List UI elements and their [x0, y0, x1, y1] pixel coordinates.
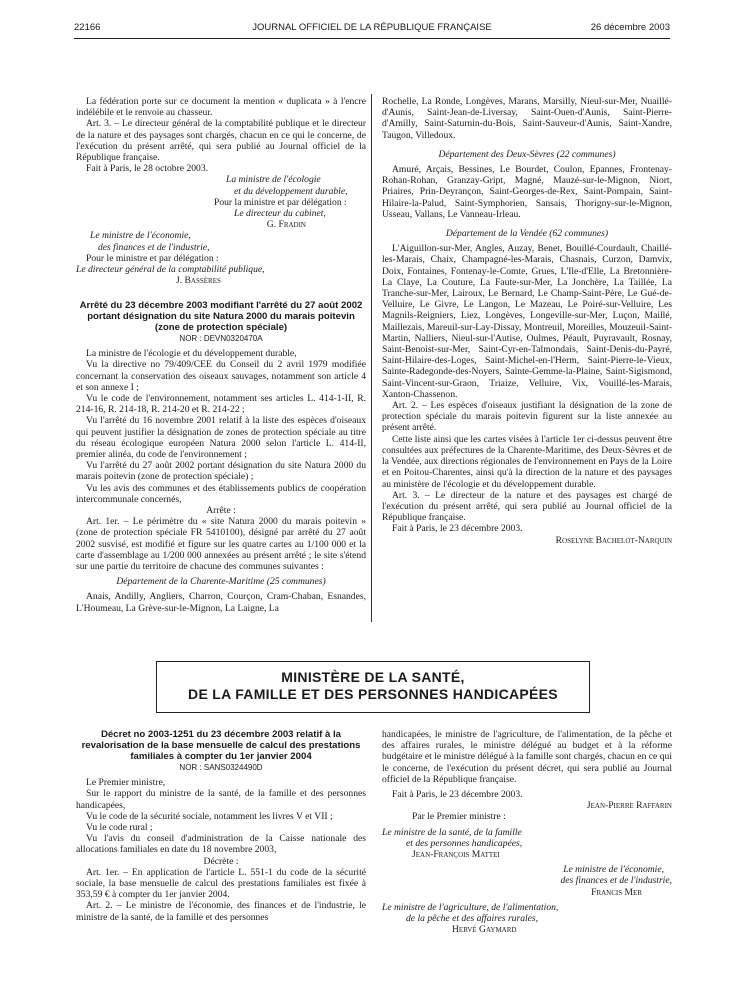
- article-3: Art. 3. – Le directeur général de la comptabilité publique et le directeur de la nature et des paysages sont chargés, chacun en ce qui le concerne, de l'exécution du présent arrêté, qui sera publié au Journal officiel de la République française.: [76, 118, 366, 164]
- signatory-title: Le ministre de l'économie,: [90, 230, 191, 242]
- signatory-title: de la pêche et des affaires rurales,: [406, 913, 539, 925]
- department-heading: Département de la Vendée (62 communes): [445, 228, 609, 240]
- right-column-top: [382, 96, 672, 546]
- left-column-top: [76, 96, 366, 286]
- arrete-heading: Arrête :: [206, 505, 236, 517]
- journal-title: JOURNAL OFFICIEL DE LA RÉPUBLIQUE FRANÇAISE: [252, 22, 492, 33]
- decret-section: [76, 729, 366, 923]
- signatory-title: Le ministre de la santé, de la famille: [382, 826, 522, 838]
- nor-reference: NOR : DEVN0320470A: [179, 334, 263, 343]
- signatory-title: Le ministre de l'économie,: [563, 864, 664, 876]
- article-2: Art. 2. – Les espèces d'oiseaux justifiant la désignation de la zone de protection spéciale du marais poitevin figurent sur la liste annexée au présent arrêté.: [382, 400, 672, 434]
- visa: Vu le code rural ;: [86, 822, 153, 834]
- column-divider: [371, 94, 372, 622]
- visa: La ministre de l'écologie et du développement durable,: [86, 348, 297, 360]
- header-rule: [74, 38, 670, 39]
- ministry-line: MINISTÈRE DE LA SANTÉ,: [281, 669, 465, 685]
- arrete-section: [76, 300, 366, 614]
- page-number: 22166: [74, 22, 101, 33]
- signatory-title: Le directeur général de la comptabilité publique,: [76, 264, 265, 276]
- article-3: Art. 3. – Le directeur de la nature et des paysages est chargé de l'exécution du présent arrêté, qui sera publié au Journal officiel de la République française.: [382, 489, 672, 524]
- signatory-title: et du développement durable,: [234, 185, 348, 197]
- article-2-continued: handicapées, le ministre de l'agriculture, de l'alimentation, de la pêche et des affaires rurales, le ministre délégué au budget et à la réforme budgétaire et le ministre délégué à la famille sont chargés, chacun en ce qui le concerne, de l'exécution du présent décret, qui sera publié au Journal officiel de la République française.: [382, 729, 672, 785]
- decret-continued: [382, 729, 672, 935]
- visa: Vu le code de la sécurité sociale, notamment les livres V et VII ;: [86, 810, 333, 822]
- commune-list: Anais, Andilly, Angliers, Charron, Courçon, Cram-Chaban, Esnandes, L'Houmeau, La Grève-sur-le-Mignon, La Laigne, La: [76, 591, 366, 614]
- visa: Le Premier ministre,: [86, 777, 166, 789]
- issue-date: 26 décembre 2003: [590, 22, 670, 33]
- article-1: Art. 1er. – Le périmètre du « site Natura 2000 du marais poitevin » (zone de protection spéciale FR 5410100), désigné par arrêté du 27 août 2002 susvisé, est modifié et figure sur les quatre cartes au 1/100 000 et la carte d'assemblage au 1/200 000 annexées au présent arrêté ; le site s'étend sur une partie du territoire de chacune des communes suivantes :: [76, 516, 366, 573]
- ministry-line: DE LA FAMILLE ET DES PERSONNES HANDICAPÉES: [188, 686, 558, 702]
- signatory-title: des finances et de l'industrie,: [560, 875, 672, 887]
- signatory-title: Le ministre de l'agriculture, de l'alimentation,: [382, 901, 559, 913]
- visa: Vu la directive no 79/409/CEE du Conseil du 2 avril 1979 modifiée concernant la conservation des oiseaux sauvages, notamment son article 4 et son annexe I ;: [76, 359, 366, 393]
- page-header: [74, 22, 670, 36]
- signatory-title: des finances et de l'industrie,: [98, 241, 210, 253]
- commune-list: Rochelle, La Ronde, Longèves, Marans, Marsilly, Nieul-sur-Mer, Nuaillé-d'Aunis, Saint-Jean-de-Liversay, Saint-Ouen-d'Aunis, Saint-Pierre-d'Amilly, Saint-Saturnin-du-Bois, Saint-Sauveur-d'Aunis, Saint-Xandre, Taugon, Villedoux.: [382, 96, 672, 141]
- signatory-delegation: Pour le ministre et par délégation :: [86, 252, 219, 264]
- decrete-heading: Décrète :: [203, 855, 239, 867]
- signatory-title: Le directeur du cabinet,: [234, 208, 326, 220]
- visa: Vu l'arrêté du 27 août 2002 portant désignation du site Natura 2000 du marais poitevin (zone de protection spéciale) ;: [76, 460, 366, 483]
- article-1: Art. 1er. – En application de l'article L. 551-1 du code de la sécurité sociale, la base mensuelle de calcul des prestations familiales est fixée à 353,59 € à compter du 1er janvier 2004.: [76, 866, 366, 901]
- paragraph: La fédération porte sur ce document la mention « duplicata » à l'encre indélébile et le renvoie au chasseur.: [76, 96, 366, 119]
- visa: Sur le rapport du ministre de la santé, de la famille et des personnes handicapées,: [76, 788, 366, 811]
- signatory-name: G. Fradin: [266, 219, 306, 231]
- signing-date: Fait à Paris, le 28 octobre 2003.: [86, 163, 209, 175]
- visa: Vu l'arrêté du 16 novembre 2001 relatif à la liste des espèces d'oiseaux qui peuvent justifier la désignation de zones de protection spéciale au titre du réseau écologique européen Natura 2000 selon l'article L. 414-II, premier alinéa, du code de l'environnement ;: [76, 415, 366, 461]
- decret-title: Décret no 2003-1251 du 23 décembre 2003 relatif à la revalorisation de la base mensuelle de calcul des prestations familiales à compter du 1er janvier 2004: [81, 729, 361, 762]
- signatory-delegation: Par le Premier ministre :: [412, 811, 506, 823]
- signatory-name: J. Bassères: [176, 275, 221, 287]
- article-2: Art. 2. – Le ministre de l'économie, des finances et de l'industrie, le ministre de la santé, de la famille et des personnes: [76, 900, 366, 923]
- arrete-title: Arrêté du 23 décembre 2003 modifiant l'arrêté du 27 août 2002 portant désignation du site Natura 2000 du marais poitevin (zone de protection spéciale): [79, 300, 363, 333]
- signatory-delegation: Pour la ministre et par délégation :: [214, 196, 347, 208]
- signatory-name: Jean-François Mattei: [412, 849, 500, 861]
- signatory-name: Francis Mer: [591, 886, 642, 898]
- signatory-name: Roselyne Bachelot-Narquin: [555, 534, 672, 546]
- commune-list: Amuré, Arçais, Bessines, Le Bourdet, Coulon, Epannes, Frontenay-Rohan-Rohan, Granzay-Gript, Magné, Mauzé-sur-le-Mignon, Niort, Priaires, Prin-Deyrançon, Saint-Georges-de-Rex, Saint-Pompain, Saint-Hilaire-la-Palud, Saint-Symphorien, Sansais, Thorigny-sur-le-Mignon, Usseau, Vallans, Le Vanneau-Irleau.: [382, 164, 672, 220]
- commune-list: L'Aiguillon-sur-Mer, Angles, Auzay, Benet, Bouillé-Courdault, Chaillé-les-Marais, Chaix, Champagné-les-Marais, Chasnais, Curzon, Damvix, Doix, Fontaines, Fontenay-le-Comte, Grues, L'Ile-d'Elle, La Bretonnière-La Claye, La Couture, La Faute-sur-Mer, La Jonchère, La Taillée, La Tranche-sur-Mer, Lairoux, Le Bernard, Le Champ-Saint-Père, Le Gué-de-Velluire, Le Givre, Le Langon, Le Mazeau, Le Poiré-sur-Velluire, Les Magnils-Reigniers, Liez, Longèves, Longeville-sur-Mer, Luçon, Maillé, Maillezais, Mareuil-sur-Lay-Dissay, Montreuil, Moreilles, Mouzeuil-Saint-Martin, Nalliers, Nieul-sur-l'Autise, Oulmes, Péault, Puyravault, Rosnay, Saint-Benoist-sur-Mer, Saint-Cyr-en-Talmondais, Saint-Denis-du-Payré, Saint-Hilaire-des-Loges, Saint-Michel-en-l'Herm, Saint-Pierre-le-Vieux, Sainte-Radegonde-des-Noyers, Sainte-Gemme-la-Plaine, Saint-Sigismond, Saint-Vincent-sur-Graon, Triaize, Velluire, Vix, Vouillé-les-Marais, Xanton-Chassenon.: [382, 243, 672, 400]
- signatory-title: La ministre de l'écologie: [226, 174, 321, 186]
- department-heading: Département de la Charente-Maritime (25 communes): [116, 576, 326, 588]
- ministry-heading-box: [156, 661, 590, 713]
- signing-date: Fait à Paris, le 23 décembre 2003.: [392, 789, 523, 801]
- visa: Vu le code de l'environnement, notamment ses articles L. 414-1-II, R. 214-16, R. 214-18, R. 214-20 et R. 214-22 ;: [76, 393, 366, 416]
- signatory-name: Jean-Pierre Raffarin: [586, 800, 672, 812]
- signing-date: Fait à Paris, le 23 décembre 2003.: [392, 523, 523, 535]
- paragraph: Cette liste ainsi que les cartes visées à l'article 1er ci-dessus peuvent être consultées aux préfectures de la Charente-Maritime, des Deux-Sèvres et de la Vendée, aux directions régionales de l'environnement en Pays de la Loire et en Poitou-Charentes, ainsi qu'à la direction de la nature et des paysages au ministère de l'écologie et du développement durable.: [382, 433, 672, 490]
- department-heading: Département des Deux-Sèvres (22 communes): [438, 148, 616, 160]
- nor-reference: NOR : SANS0324490D: [179, 763, 263, 772]
- signatory-title: et des personnes handicapées,: [406, 837, 523, 849]
- visa: Vu l'avis du conseil d'administration de la Caisse nationale des allocations familiales en date du 18 novembre 2003,: [76, 833, 366, 856]
- signatory-name: Hervé Gaymard: [452, 924, 517, 936]
- visa: Vu les avis des communes et des établissements publics de coopération intercommunale concernés,: [76, 482, 366, 505]
